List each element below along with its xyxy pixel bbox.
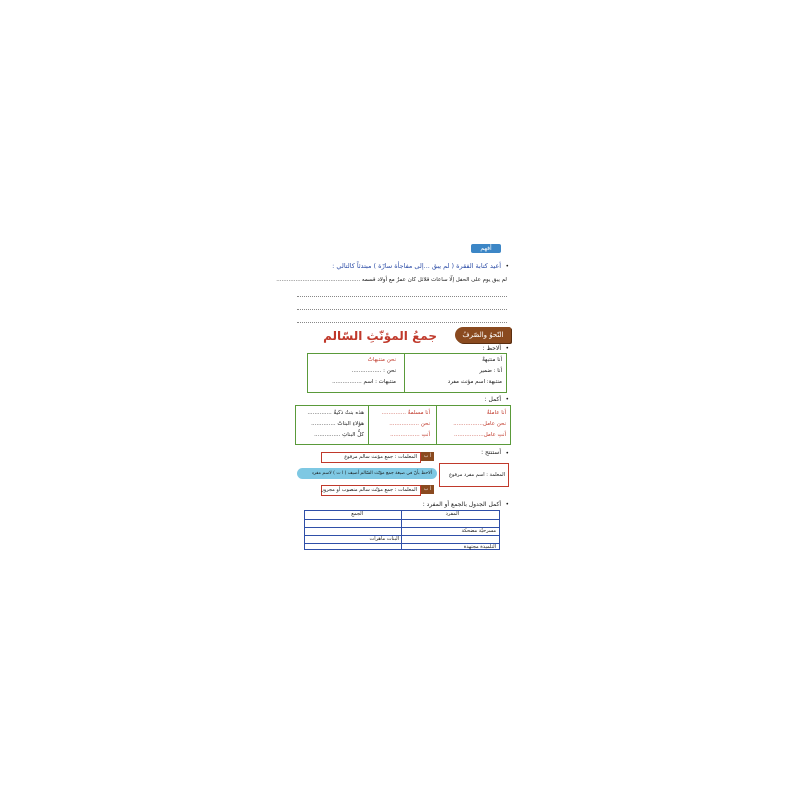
table-row — [305, 535, 499, 536]
complete-c1-3[interactable]: أنتِ عامل................. — [454, 432, 506, 438]
worksheet — [276, 243, 511, 550]
rule-singular: المعلمة : اسم مفرد مرفوع — [439, 463, 509, 487]
rule-plural-nominative: المعلمات : جمع مؤنث سالم مرفوع — [321, 452, 421, 463]
divider — [404, 354, 405, 392]
divider — [368, 406, 369, 444]
complete-c3-3[interactable]: كلُّ البناتِ ............... — [314, 432, 364, 438]
rule-plural-accusative: المعلمات : جمع مؤنّث سالم منصوب أو مجرور — [321, 485, 421, 496]
complete-c2-2[interactable]: نحن ................. — [389, 421, 430, 427]
table-cell: البنات ماهرات — [369, 536, 399, 542]
observe-left-2: نحن : ................. — [351, 368, 396, 374]
complete-c3-1: هذه بنتٌ ذكيةٌ .............. — [307, 410, 364, 416]
answer-line[interactable] — [297, 296, 507, 297]
answer-line[interactable] — [297, 322, 507, 323]
bullet-icon: • — [505, 396, 509, 403]
page-tab: أفهم — [471, 244, 501, 253]
rewrite-start-line: لم يبق يوم على الحفل إلّا ساعات قلائل كان عمرُ مع أولاد قسمه ................................................ — [276, 277, 507, 283]
observe-left-1: نحن منتبهاتٌ — [367, 357, 396, 363]
observe-right-3: منتبهة: اسم مؤنث مفرد — [447, 379, 502, 385]
singular-plural-table — [304, 510, 500, 550]
complete-c3-2[interactable]: هؤلاءِ البناتُ .............. — [311, 421, 364, 427]
observe-box — [307, 353, 507, 393]
rule-pill: ألاحظ بأنّ في صيغة جمع مؤنّث السّالم أضيف ( ا ت ) لاسم مفرد — [297, 468, 437, 479]
table-header-plural: الجمع — [351, 511, 363, 517]
bullet-icon: • — [505, 345, 509, 352]
table-row — [305, 519, 499, 520]
answer-line[interactable] — [297, 309, 507, 310]
section-badge: النّحوُ والصّرفُ — [455, 327, 511, 343]
rule-badge: أ ب — [421, 485, 434, 494]
section-title: جمعُ المؤنّثِ السّالم — [323, 329, 437, 343]
complete-heading: أكمل : — [484, 396, 501, 403]
complete-c2-1: أنا مسلمةٌ .............. — [381, 410, 430, 416]
complete-c1-1: أنا عاملةٌ — [486, 410, 506, 416]
complete-c1-2[interactable]: نحن عامل................. — [453, 421, 506, 427]
rule-badge: أ ب — [421, 452, 434, 461]
table-header-singular: المفرد — [445, 511, 459, 517]
divider — [436, 406, 437, 444]
bullet-icon: • — [505, 501, 509, 508]
bullet-icon: • — [505, 450, 509, 457]
table-cell: مسرحيّة مضحكة — [461, 528, 496, 534]
observe-left-3: منتبهات : اسم ................. — [332, 379, 396, 385]
observe-right-1: أنا منتبهةٌ — [482, 357, 502, 363]
deduce-heading: أستنتج : — [481, 449, 501, 456]
complete-c2-3[interactable]: أنتِ ................. — [390, 432, 430, 438]
table-cell: التلميذة مجتهدة — [463, 544, 496, 550]
rewrite-instruction: أعيد كتابة الفقرة ( لم يبق ...إلى مفاجأة سارّة ) مبتدئاً كالتالي : — [332, 262, 501, 270]
complete-box — [295, 405, 511, 445]
table-heading: أكمل الجدول بالجمع أو المفرد : — [422, 501, 501, 508]
observe-right-2: أنا : ضمير — [479, 368, 502, 374]
observe-heading: ألاحظ : — [482, 345, 501, 352]
bullet-icon: • — [505, 263, 509, 270]
